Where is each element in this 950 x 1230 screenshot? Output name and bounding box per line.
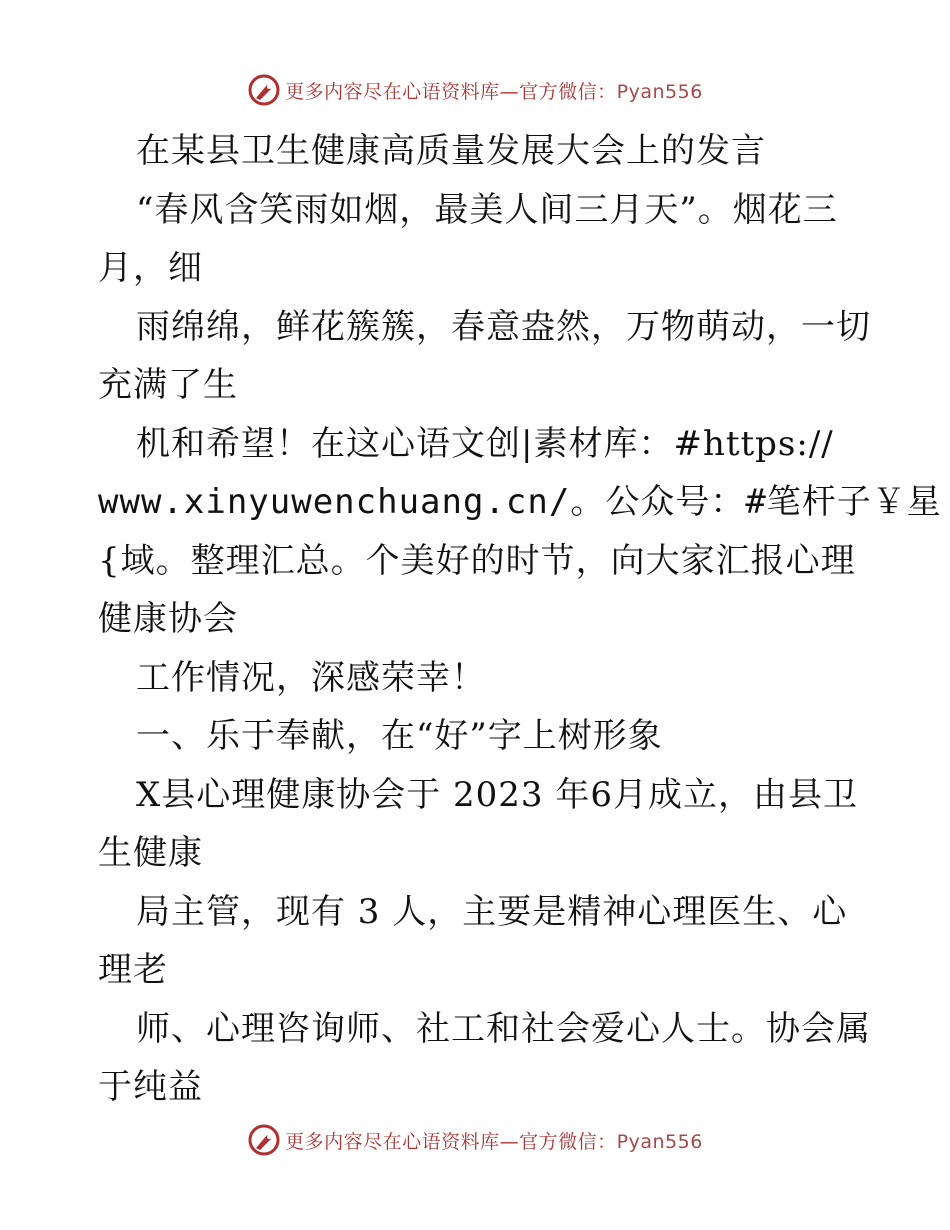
pen-nib-circle-icon [247, 73, 281, 107]
text-line: 在某县卫生健康高质量发展大会上的发言 [136, 131, 766, 171]
text-line: 一、乐于奉献，在“好”字上树形象 [136, 716, 663, 756]
text-line: 机和希望！在这心语文创|素材库：#https:// [136, 423, 834, 464]
text-line: 于纯益 [98, 1067, 203, 1107]
text-line: www.xinyuwenchuang.cn/。公众号：#笔杆子￥星 [98, 482, 942, 522]
document-body [98, 122, 942, 1117]
text-line: 工作情况，深感荣幸！ [136, 657, 486, 698]
footer-watermark-banner [0, 1120, 950, 1160]
banner-text: 更多内容尽在心语资料库—官方微信： [285, 80, 617, 103]
header-watermark-banner [0, 70, 950, 110]
banner-text: 更多内容尽在心语资料库—官方微信： [285, 1130, 617, 1153]
text-line: 生健康 [98, 833, 203, 873]
banner-contact: Pyan556 [616, 1130, 703, 1153]
text-line: 充满了生 [98, 365, 238, 405]
text-line: 理老 [98, 950, 168, 990]
pen-nib-circle-icon [247, 1123, 281, 1157]
text-line: {域。整理汇总。个美好的时节，向大家汇报心理 [98, 540, 856, 581]
text-line: X县心理健康协会于 2023 年6月成立，由县卫 [136, 774, 858, 815]
text-line: 月，细 [98, 248, 203, 288]
text-line: 健康协会 [98, 599, 238, 639]
text-line: 局主管，现有 3 人，主要是精神心理医生、心 [136, 891, 848, 932]
text-line: 师、心理咨询师、社工和社会爱心人士。协会属 [136, 1008, 871, 1049]
text-line: 雨绵绵，鲜花簇簇，春意盎然，万物萌动，一切 [136, 306, 871, 347]
text-line: “春风含笑雨如烟，最美人间三月天”。烟花三 [136, 189, 838, 230]
banner-contact: Pyan556 [616, 80, 703, 103]
